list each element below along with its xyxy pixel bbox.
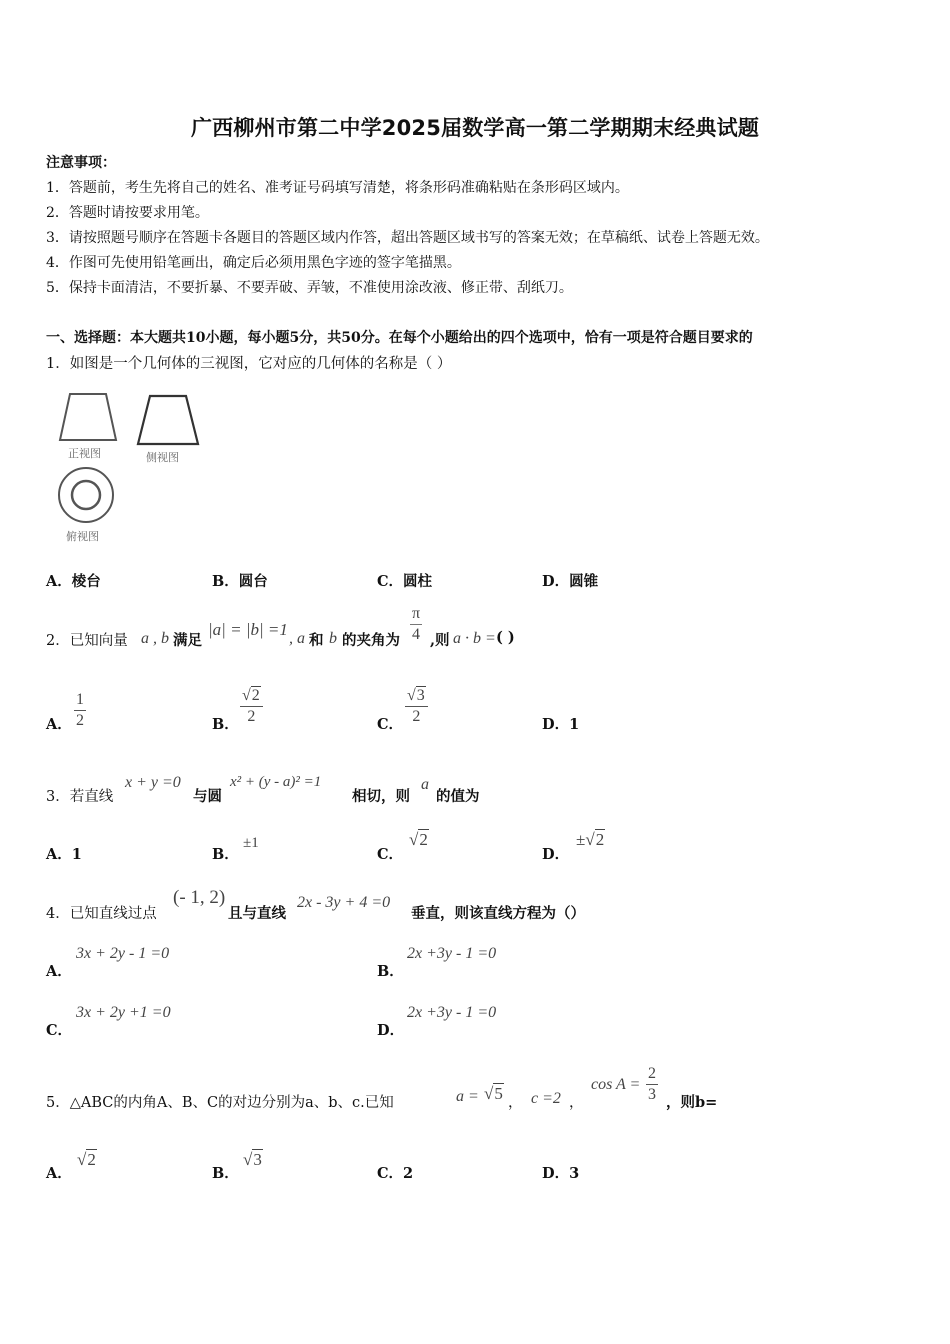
q3-text-3: 的值为 bbox=[436, 788, 480, 805]
q2-c-radicand: 3 bbox=[416, 687, 425, 704]
q5-cos-numerator: 2 bbox=[646, 1064, 658, 1085]
section-heading: 一、选择题：本大题共10小题，每小题5分，共50分。在每个小题给出的四个选项中，恰有一项是符合题目要求的 bbox=[46, 330, 753, 346]
q2-c-numerator: √3 bbox=[405, 686, 428, 707]
q2-expression: a · b = bbox=[453, 630, 496, 647]
top-view-inner-circle bbox=[72, 481, 100, 509]
q3-d-sign: ± bbox=[576, 830, 586, 849]
q4-given-line: 2x - 3y + 4 =0 bbox=[297, 894, 391, 911]
q4-option-a-equation: 3x + 2y - 1 =0 bbox=[76, 945, 170, 962]
q4-point: (- 1, 2) bbox=[173, 887, 226, 908]
q3-number: 3．若直线 bbox=[46, 789, 114, 805]
q5-separator-1: ， bbox=[508, 1095, 523, 1111]
notice-heading: 注意事项： bbox=[46, 155, 116, 171]
notice-item-4: 4．作图可先使用铅笔画出，确定后必须用黑色字迹的签字笔描黑。 bbox=[46, 255, 461, 271]
q3-line-equation: x + y =0 bbox=[125, 774, 181, 791]
q4-number: 4．已知直线过点 bbox=[46, 906, 157, 922]
top-view-outer-circle bbox=[59, 468, 113, 522]
q2-vectors: a , b bbox=[141, 630, 169, 647]
q5-a-equals: a = bbox=[456, 1088, 479, 1105]
q3-option-b-value: ±1 bbox=[243, 835, 259, 851]
q2-b: b bbox=[329, 630, 337, 647]
q4-option-b-equation: 2x +3y - 1 =0 bbox=[407, 945, 497, 962]
q5-b-opt-radicand: 3 bbox=[253, 1150, 262, 1169]
q2-option-b-fraction bbox=[240, 686, 263, 727]
q5-cos-denominator: 3 bbox=[648, 1086, 656, 1103]
q5-option-b-value: √3 bbox=[243, 1150, 262, 1169]
q2-text-1: 满足 bbox=[173, 632, 202, 649]
q3-option-c-value: √2 bbox=[409, 830, 428, 849]
q5-a-radicand: 5 bbox=[494, 1084, 503, 1103]
q5-option-a-label: A． bbox=[46, 1165, 72, 1182]
q2-c-denominator: 2 bbox=[412, 708, 421, 725]
q3-option-c-label: C． bbox=[377, 846, 404, 863]
q5-separator-2: ， bbox=[569, 1095, 584, 1111]
q4-option-d-label: D． bbox=[377, 1022, 405, 1039]
q2-option-a-label: A． bbox=[46, 716, 72, 733]
q2-text-4: ,则 bbox=[430, 632, 450, 649]
q5-option-a-value: √2 bbox=[77, 1150, 96, 1169]
q4-option-c-equation: 3x + 2y +1 =0 bbox=[76, 1004, 171, 1021]
front-view-label: 正视图 bbox=[68, 447, 101, 460]
q5-option-d: D．3 bbox=[542, 1165, 580, 1182]
q2-option-a-fraction bbox=[74, 690, 86, 731]
q5-cos: cos A = bbox=[591, 1076, 641, 1093]
q3-circle-equation: x² + (y - a)² =1 bbox=[230, 774, 322, 790]
q3-text-2: 相切，则 bbox=[352, 788, 410, 805]
q3-a: a bbox=[421, 776, 429, 793]
q4-option-a-label: A． bbox=[46, 963, 72, 980]
notice-item-5: 5．保持卡面清洁，不要折暴、不要弄破、弄皱，不准使用涂改液、修正带、刮纸刀。 bbox=[46, 280, 573, 296]
q4-option-b-label: B． bbox=[377, 963, 404, 980]
question-1-text: 1．如图是一个几何体的三视图，它对应的几何体的名称是（ ） bbox=[46, 356, 452, 372]
side-view-label: 侧视图 bbox=[146, 451, 179, 464]
three-view-figure bbox=[52, 388, 212, 548]
q2-option-d: D．1 bbox=[542, 716, 580, 733]
q3-option-b-label: B． bbox=[212, 846, 239, 863]
q3-text-1: 与圆 bbox=[193, 788, 222, 805]
q4-option-c-label: C． bbox=[46, 1022, 73, 1039]
q3-option-a: A．1 bbox=[46, 846, 82, 863]
notice-item-2: 2．答题时请按要求用笔。 bbox=[46, 205, 209, 221]
q5-a-value: √5 bbox=[484, 1084, 503, 1103]
page-title: 广西柳州市第二中学2025届数学高一第二学期期末经典试题 bbox=[190, 116, 760, 140]
q3-option-d-label: D． bbox=[542, 846, 570, 863]
q1-option-b: B．圆台 bbox=[212, 573, 268, 590]
side-view-trapezoid bbox=[138, 396, 198, 444]
q2-number: 2．已知向量 bbox=[46, 633, 128, 649]
q5-number: 5．△ABC的内角A、B、C的对边分别为a、b、c.已知 bbox=[46, 1095, 394, 1111]
q5-text-1: ，则b= bbox=[666, 1094, 718, 1111]
q2-text-5: ( ) bbox=[496, 629, 515, 646]
q2-angle-numerator: π bbox=[410, 604, 422, 625]
q4-option-d-equation: 2x +3y - 1 =0 bbox=[407, 1004, 497, 1021]
q2-angle-denominator: 4 bbox=[412, 626, 421, 643]
q1-option-c: C．圆柱 bbox=[377, 573, 433, 590]
q5-c-value: c =2 bbox=[531, 1090, 561, 1107]
q2-text-2: 和 bbox=[309, 632, 324, 649]
q4-text-2: 垂直，则该直线方程为（） bbox=[411, 905, 585, 922]
q1-option-d: D．圆锥 bbox=[542, 573, 599, 590]
q2-b-radicand: 2 bbox=[251, 687, 260, 704]
q2-option-c-label: C． bbox=[377, 716, 404, 733]
q2-angle-fraction bbox=[410, 604, 422, 645]
q2-b-numerator: √2 bbox=[240, 686, 263, 707]
q5-cos-fraction bbox=[646, 1064, 658, 1105]
q3-d-radicand: 2 bbox=[595, 830, 605, 849]
q1-option-a: A．棱台 bbox=[46, 573, 101, 590]
front-view-trapezoid bbox=[60, 394, 116, 440]
q2-option-b-label: B． bbox=[212, 716, 239, 733]
q5-a-opt-radicand: 2 bbox=[87, 1150, 96, 1169]
q2-a-denominator: 2 bbox=[76, 712, 84, 729]
q5-option-b-label: B． bbox=[212, 1165, 239, 1182]
notice-item-3: 3．请按照题号顺序在答题卡各题目的答题区域内作答，超出答题区域书写的答案无效；在草稿纸、试卷上答题无效。 bbox=[46, 230, 769, 246]
q2-b-denominator: 2 bbox=[247, 708, 256, 725]
q2-text-3: 的夹角为 bbox=[342, 632, 400, 649]
notice-item-1: 1．答题前，考生先将自己的姓名、准考证号码填写清楚，将条形码准确粘贴在条形码区域内。 bbox=[46, 180, 629, 196]
q4-text-1: 且与直线 bbox=[228, 905, 286, 922]
q2-condition: |a| = |b| =1 bbox=[208, 620, 288, 639]
q2-a: , a bbox=[289, 630, 305, 647]
q2-a-numerator: 1 bbox=[74, 690, 86, 711]
q3-option-d-value: ±√2 bbox=[576, 830, 605, 849]
q5-option-c: C．2 bbox=[377, 1165, 414, 1182]
top-view-label: 俯视图 bbox=[66, 530, 99, 543]
q2-option-c-fraction bbox=[405, 686, 428, 727]
q3-c-radicand: 2 bbox=[419, 830, 428, 849]
